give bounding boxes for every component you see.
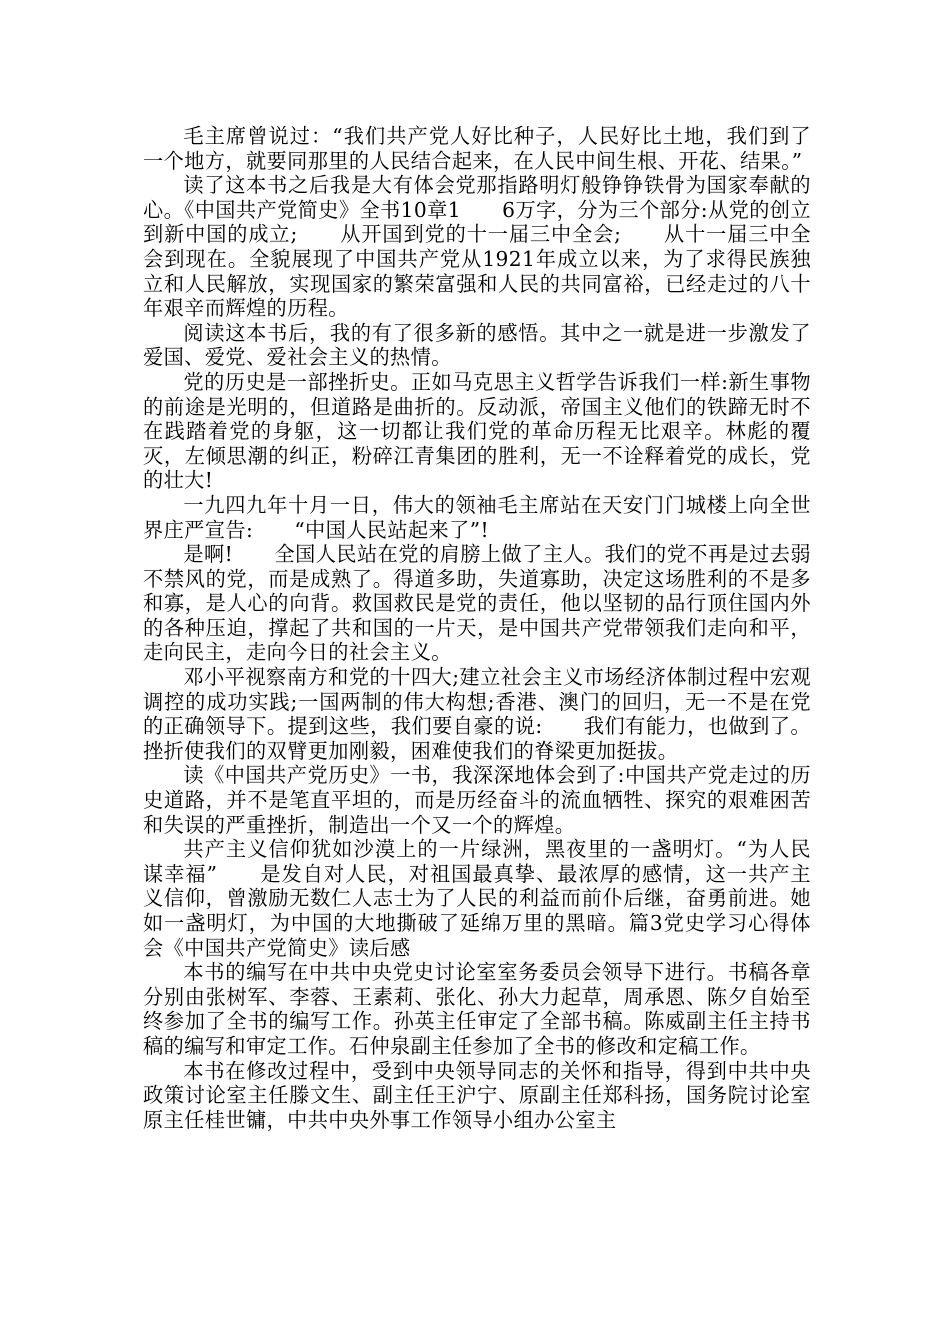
paragraph: 读了这本书之后我是大有体会党那指路明灯般铮铮铁骨为国家奉献的心。《中国共产党简史》全书10章1 6万字，分为三个部分:从党的创立到新中国的成立; 从开国到党的十一届三中全会; 从十一届三中全会到现在。全貌展现了中国共产党从1921年成立以来，为了求得民族独立和人民解放，实现国家的繁荣富强和人民的共同富裕，已经走过的八十年艰辛而辉煌的历程。 — [143, 173, 811, 321]
paragraph: 党的历史是一部挫折史。正如马克思主义哲学告诉我们一样:新生事物的前途是光明的，但道路是曲折的。反动派，帝国主义他们的铁蹄无时不在践踏着党的身躯，这一切都让我们党的革命历程无比艰辛。林彪的覆灭，左倾思潮的纠正，粉碎江青集团的胜利，无一不诠释着党的成长，党的壮大! — [143, 369, 811, 493]
paragraph: 本书的编写在中共中央党史讨论室室务委员会领导下进行。书稿各章分别由张树军、李蓉、王素莉、张化、孙大力起草，周承恩、陈夕自始至终参加了全书的编写工作。孙英主任审定了全部书稿。陈威副主任主持书稿的编写和审定工作。石仲泉副主任参加了全书的修改和定稿工作。 — [143, 960, 811, 1058]
paragraph: 共产主义信仰犹如沙漠上的一片绿洲，黑夜里的一盏明灯。“为人民谋幸福” 是发自对人民，对祖国最真挚、最浓厚的感情，这一共产主义信仰，曾激励无数仁人志士为了人民的利益而前仆后继，奋勇前进。她如一盏明灯，为中国的大地撕破了延绵万里的黑暗。篇3党史学习心得体会《中国共产党简史》读后感 — [143, 837, 811, 960]
paragraph: 本书在修改过程中，受到中央领导同志的关怀和指导，得到中共中央政策讨论室主任滕文生、副主任王沪宁、原副主任郑科扬，国务院讨论室原主任桂世镛，中共中央外事工作领导小组办公室主 — [143, 1058, 811, 1132]
paragraph: 是啊! 全国人民站在党的肩膀上做了主人。我们的党不再是过去弱不禁风的党，而是成熟了。得道多助，失道寡助，决定这场胜利的不是多和寡，是人心的向背。救国救民是党的责任，他以坚韧的品行顶住国内外的各种压迫，撑起了共和国的一片天，是中国共产党带领我们走向和平，走向民主，走向今日的社会主义。 — [143, 542, 811, 665]
paragraph: 阅读这本书后，我的有了很多新的感悟。其中之一就是进一步激发了爱国、爱党、爱社会主义的热情。 — [143, 320, 811, 370]
paragraph: 邓小平视察南方和党的十四大;建立社会主义市场经济体制过程中宏观调控的成功实践;一国两制的伟大构想;香港、澳门的回归，无一不是在党的正确领导下。提到这些，我们要自豪的说: 我们有能力，也做到了。挫折使我们的双臂更加刚毅，困难使我们的脊梁更加挺拔。 — [143, 665, 811, 763]
document-body — [143, 124, 811, 1132]
paragraph: 毛主席曾说过：“我们共产党人好比种子，人民好比土地，我们到了一个地方，就要同那里的人民结合起来，在人民中间生根、开花、结果。” — [143, 124, 811, 173]
paragraph: 读《中国共产党历史》一书，我深深地体会到了:中国共产党走过的历史道路，并不是笔直平坦的，而是历经奋斗的流血牺牲、探究的艰难困苦和失误的严重挫折，制造出一个又一个的辉煌。 — [143, 763, 811, 837]
paragraph: 一九四九年十月一日，伟大的领袖毛主席站在天安门门城楼上向全世界庄严宣告: “中国人民站起来了”! — [143, 492, 811, 542]
